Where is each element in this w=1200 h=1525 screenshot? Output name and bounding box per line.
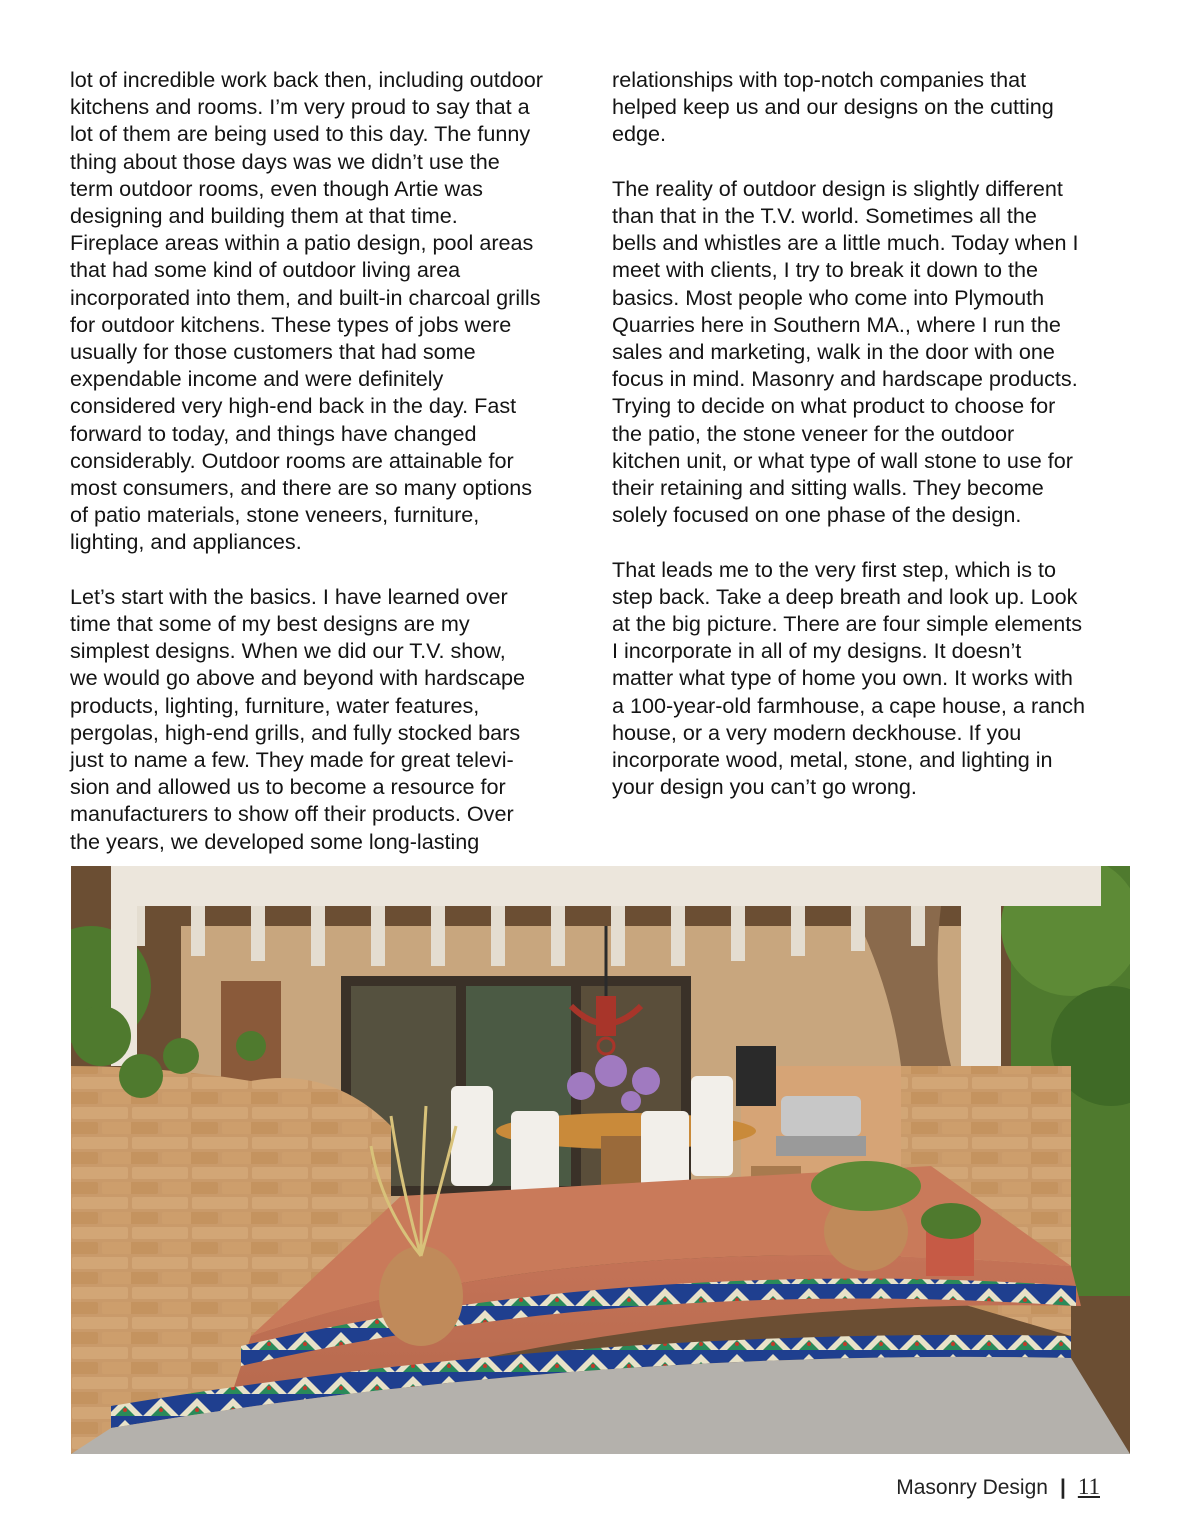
- planter-left: [379, 1246, 463, 1346]
- footer-separator: |: [1059, 1476, 1066, 1499]
- patio-illustration: [71, 866, 1130, 1454]
- body-paragraph: The reality of outdoor design is slightly different than that in the T.V. world. Sometimes all the bells and whistles are a little much. Today when I meet with clients, I try to break it down to the basics. Most people who come into Plymouth Quarries here in Southern MA., where I run the sales and marketing, walk in the door with one focus in mind. Masonry and hardscape products. Trying to decide on what product to choose for the patio, the stone veneer for the outdoor kitchen unit, or what type of wall stone to use for their retaining and sitting walls. They become solely focused on one phase of the design.: [612, 175, 1079, 528]
- page-number: 11: [1077, 1474, 1100, 1499]
- patio-photo: [71, 866, 1130, 1454]
- grill: [781, 1096, 861, 1136]
- body-paragraph: relationships with top-notch companies that helped keep us and our designs on the cutting edge.: [612, 67, 1054, 147]
- left-text-column: [70, 66, 570, 855]
- body-paragraph: Let’s start with the basics. I have learned over time that some of my best designs are my simplest designs. When we did our T.V. show, we would go above and beyond with hardscape products, lighting, furniture, water features, pergolas, high-end grills, and fully stocked bars just to name a few. They made for great televi- sion and allowed us to become a resource for manufacturers to show off their products. Over the years, we developed some long-lasting: [70, 583, 525, 854]
- right-text-column: [612, 66, 1132, 800]
- publication-name: Masonry Design: [896, 1476, 1048, 1499]
- body-paragraph: lot of incredible work back then, including outdoor kitchens and rooms. I’m very proud to say that a lot of them are being used to this day. The funny thing about those days was we didn’t use the term outdoor rooms, even though Artie was designing and building them at that time. Fireplace areas within a patio design, pool areas that had some kind of outdoor living area incorporated into them, and built-in charcoal grills for outdoor kitchens. These types of jobs were usually for those customers that had some expendable income and were definitely considered very high-end back in the day. Fast forward to today, and things have changed considerably. Outdoor rooms are attainable for most consumers, and there are so many options of patio materials, stone veneers, furniture, lighting, and appliances.: [70, 67, 543, 555]
- pergola-beam: [111, 866, 1101, 906]
- page-footer: [896, 1474, 1100, 1504]
- body-paragraph: That leads me to the very first step, which is to step back. Take a deep breath and look up. Look at the big picture. There are four simple elements I incorporate in all of my designs. It doesn’t matter what type of home you own. It works with a 100-year-old farmhouse, a cape house, a ranch house, or a very modern deckhouse. If you incorporate wood, metal, stone, and lighting in your design you can’t go wrong.: [612, 556, 1085, 800]
